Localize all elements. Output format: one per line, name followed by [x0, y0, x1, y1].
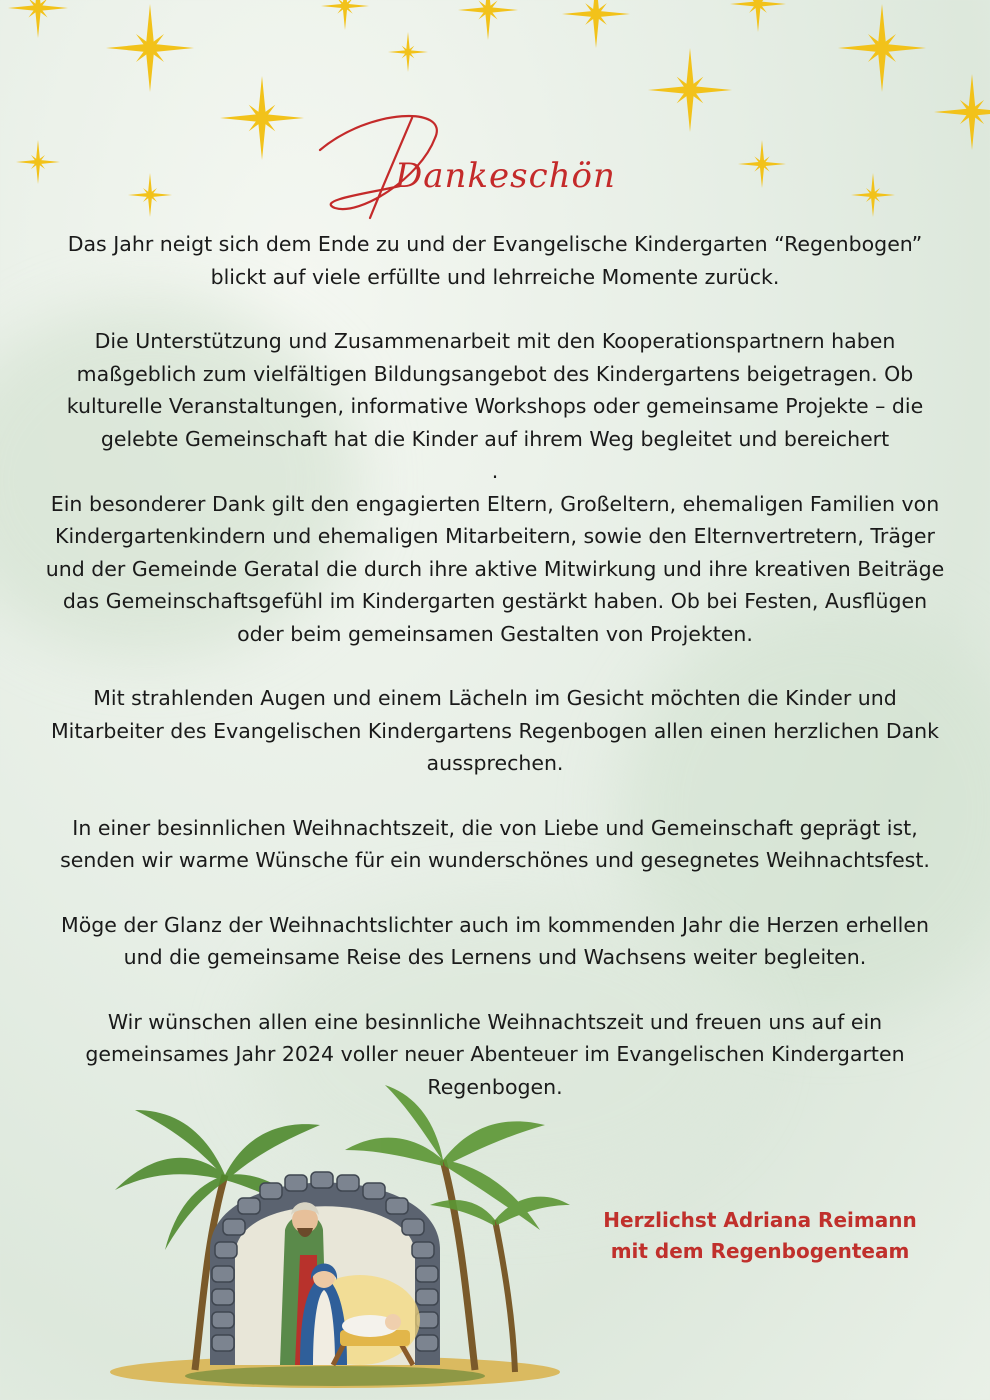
text-line: maßgeblich zum vielfältigen Bildungsangebot des Kindergartens beigetragen. Ob [76, 361, 914, 386]
text-line: Die Unterstützung und Zusammenarbeit mit den Kooperationspartnern haben [94, 329, 896, 353]
star-icon [562, 0, 630, 48]
text-line: Ein besonderer Dank gilt den engagierten Eltern, Großeltern, ehemaligen Familien von [50, 491, 940, 516]
star-icon [321, 0, 369, 30]
star-icon [851, 173, 895, 217]
text-line: In einer besinnlichen Weihnachtszeit, die von Liebe und Gemeinschaft geprägt ist, [72, 815, 918, 840]
star-icon [106, 4, 194, 92]
text-line: Kindergartenkindern und ehemaligen Mitarbeitern, sowie den Elternvertretern, Träger [55, 524, 935, 548]
star-icon [388, 32, 428, 72]
text-line: gelebte Gemeinschaft hat die Kinder auf ihrem Weg begleitet und bereichert [100, 426, 890, 451]
text-line: Mitarbeiter des Evangelischen Kindergartens Regenbogen allen einen herzlichen Dank [50, 718, 940, 743]
text-line: senden wir warme Wünsche für ein wunderschönes und gesegnetes Weihnachtsfest. [60, 848, 930, 872]
paragraph [0, 682, 990, 780]
text-line: Das Jahr neigt sich dem Ende zu und der Evangelische Kindergarten “Regenbogen” [67, 232, 923, 256]
nativity-scene-illustration [95, 1080, 575, 1390]
star-icon [8, 0, 68, 38]
text-line: das Gemeinschaftsgefühl im Kindergarten gestärkt haben. Ob bei Festen, Ausflügen [62, 589, 928, 613]
text-line: Regenbogen. [427, 1074, 563, 1099]
star-icon [16, 140, 60, 184]
title-text: Dankeschön [395, 156, 616, 196]
star-icon [838, 4, 926, 92]
text-line: Mit strahlenden Augen und einem Lächeln im Gesicht möchten die Kinder und [93, 686, 897, 710]
text-line: Wir wünschen allen eine besinnliche Weihnachtszeit und freuen uns auf ein [107, 1009, 883, 1034]
text-line: aussprechen. [426, 751, 564, 775]
star-icon [648, 48, 732, 132]
text-line: und der Gemeinde Geratal die durch ihre aktive Mitwirkung und ihre kreativen Beiträge [45, 556, 945, 581]
paragraph [0, 909, 990, 974]
paragraph [0, 488, 990, 651]
text-line: blickt auf viele erfüllte und lehrreiche Momente zurück. [210, 264, 780, 289]
text-line: oder beim gemeinsamen Gestalten von Projekten. [237, 621, 753, 646]
text-line: gemeinsames Jahr 2024 voller neuer Abenteuer im Evangelischen Kindergarten [85, 1042, 905, 1066]
star-icon [128, 173, 172, 217]
text-line: Möge der Glanz der Weihnachtslichter auch im kommenden Jahr die Herzen erhellen [61, 912, 929, 937]
star-icon [730, 0, 786, 32]
text-line: und die gemeinsame Reise des Lernens und Wachsens weiter begleiten. [123, 945, 867, 969]
star-icon [458, 0, 518, 40]
paragraph [0, 228, 990, 293]
page-title [300, 98, 660, 228]
signature-block [560, 1205, 960, 1267]
signature-name: Herzlichst Adriana Reimann [603, 1208, 917, 1232]
text-line: . [491, 459, 499, 483]
star-icon [220, 76, 304, 160]
star-icon [738, 140, 786, 188]
paragraph [0, 325, 990, 488]
star-icon [934, 74, 990, 150]
paragraph [0, 812, 990, 877]
letter-body [0, 228, 990, 1103]
text-line: kulturelle Veranstaltungen, informative Workshops oder gemeinsame Projekte – die [66, 394, 924, 418]
signature-team: mit dem Regenbogenteam [610, 1239, 910, 1263]
